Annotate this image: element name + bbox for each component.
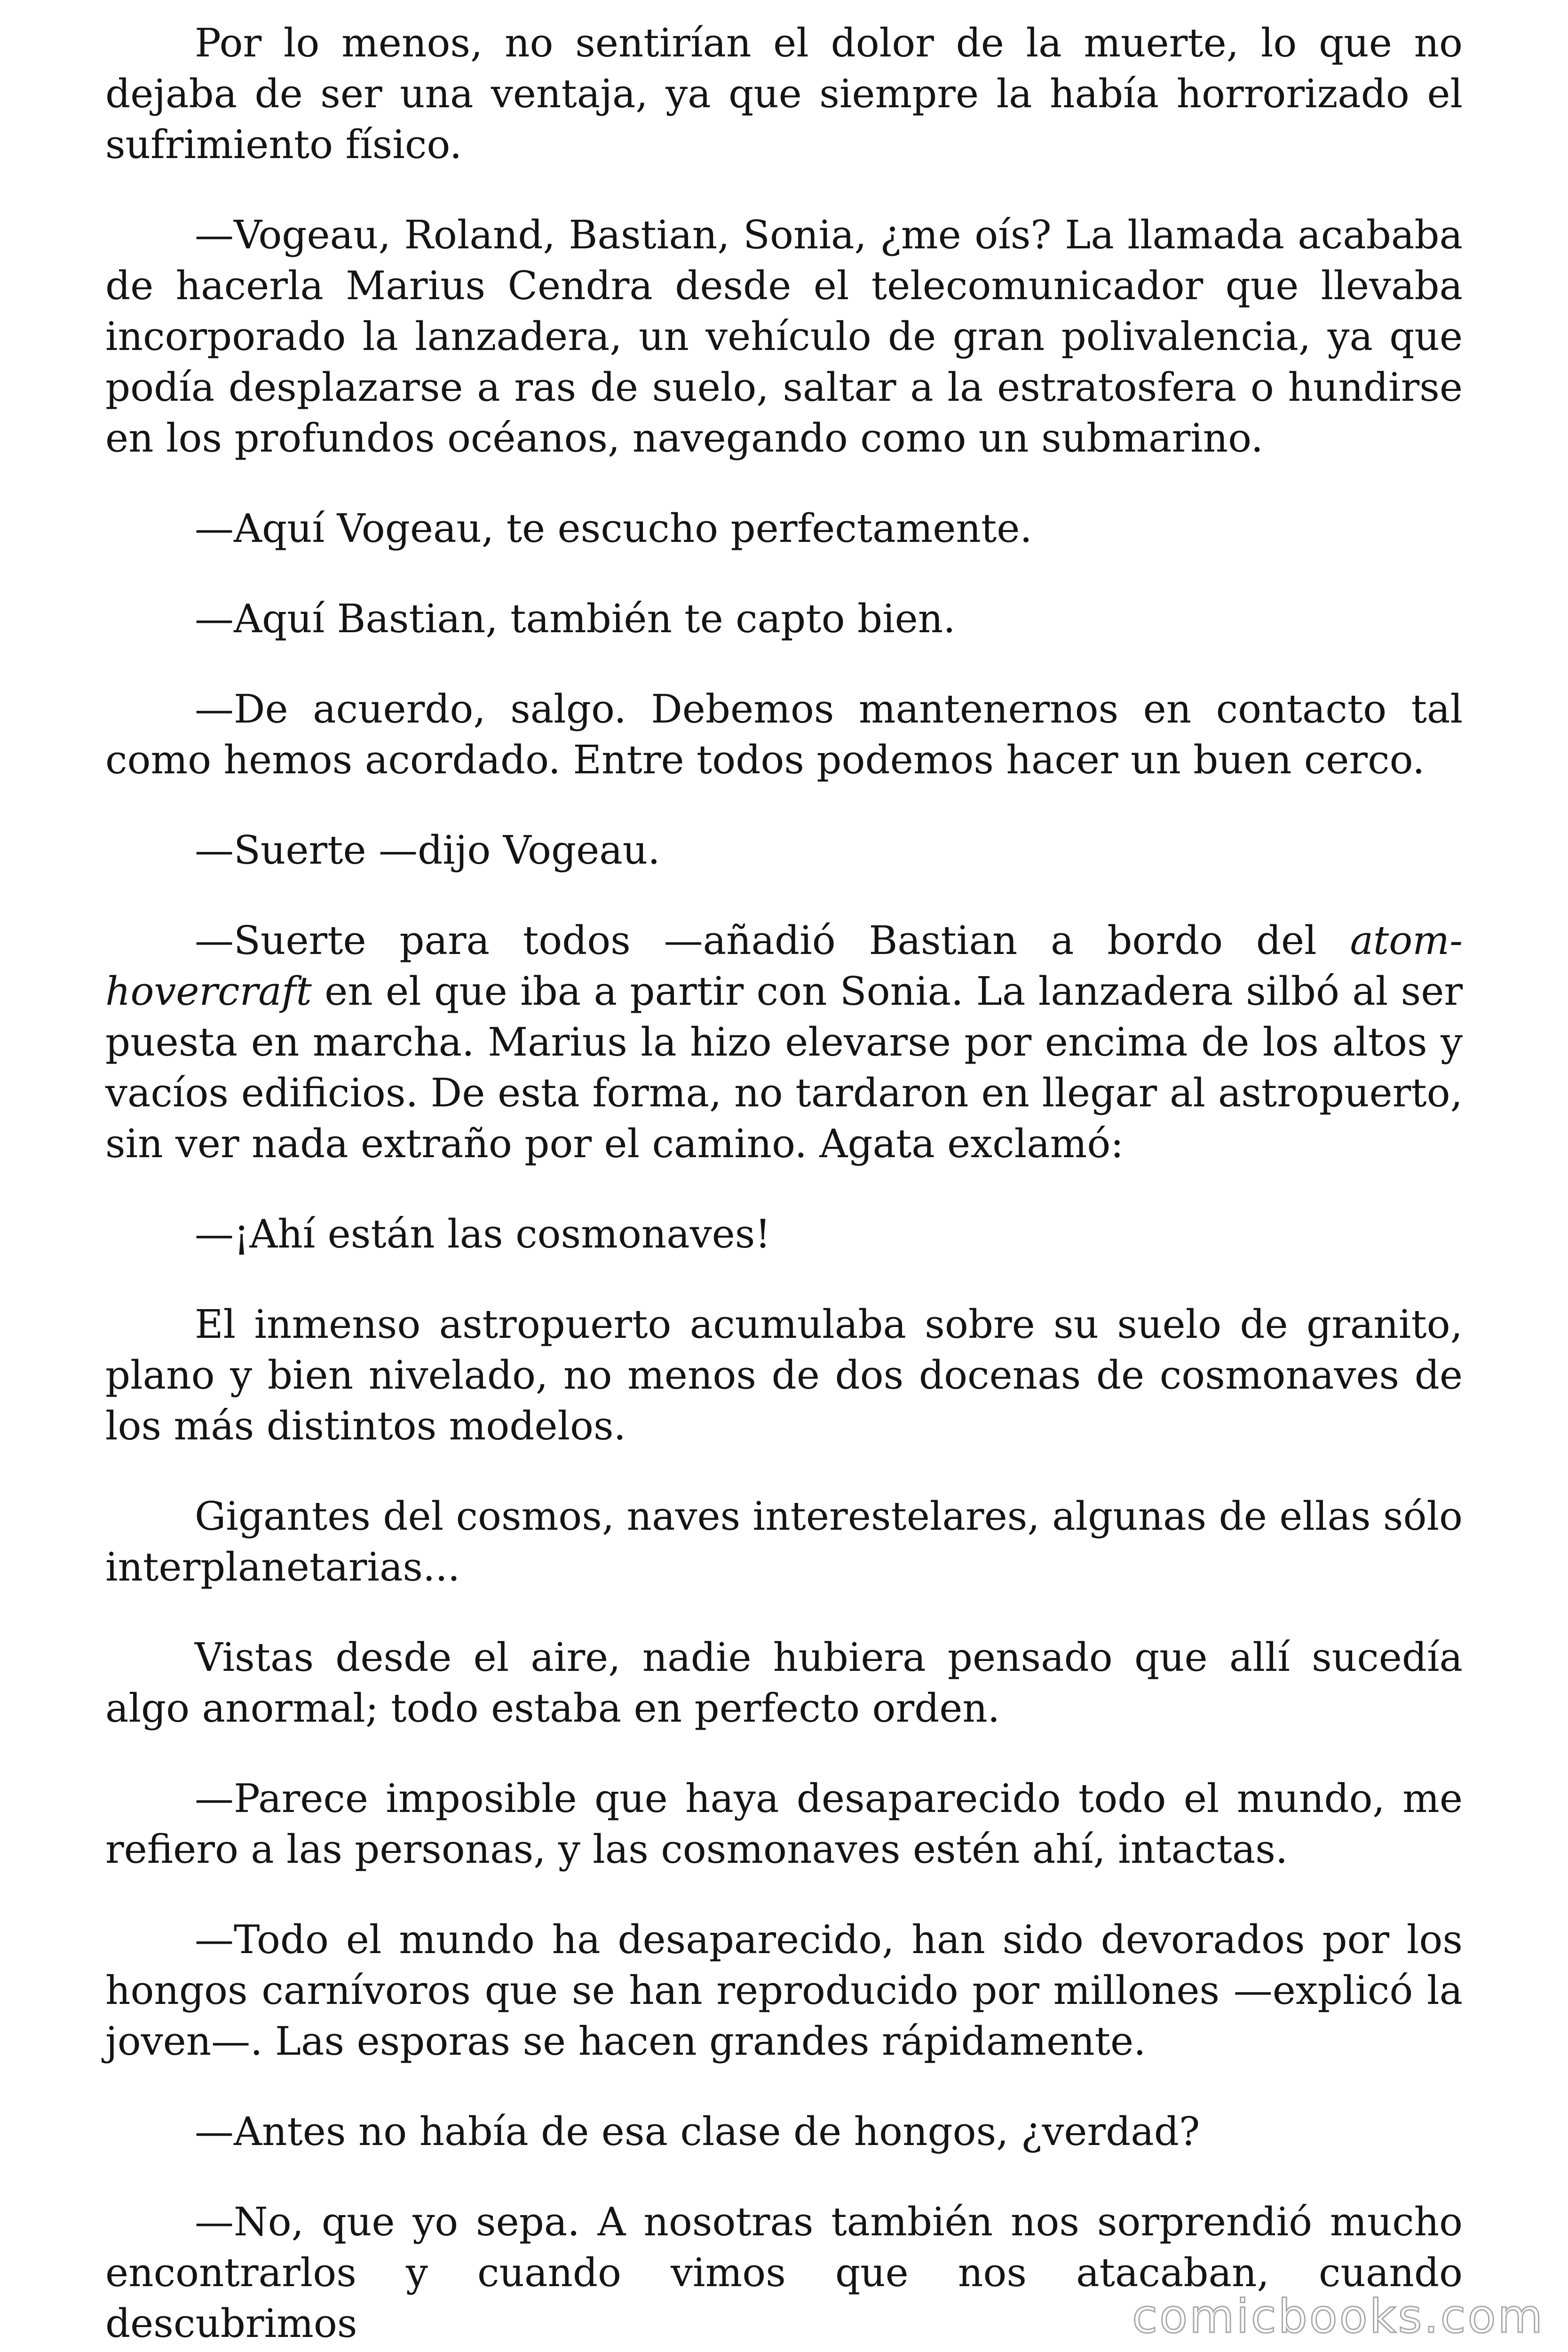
paragraph-6: —Suerte —dijo Vogeau. <box>195 827 660 873</box>
paragraph-2: —Vogeau, Roland, Bastian, Sonia, ¿me oís? La llamada acababa de hacerla Marius Cendra desde el telecomunicador que llevaba incorporado la lanzadera, un vehículo de gran polivalencia, ya que podía desplazarse a ras de suelo, saltar a la estratosfera o hundirse en los profundos océanos, navegando como un submarino. <box>105 212 1463 461</box>
paragraph-15: —No, que yo sepa. A nosotras también nos sorprendió mucho encontrarlos y cuando vimos que nos atacaban, cuando descubrimos <box>105 2199 1463 2346</box>
paragraph-3: —Aquí Vogeau, te escucho perfectamente. <box>195 506 1032 551</box>
paragraph-7 <box>105 915 1463 1169</box>
paragraph-11: Vistas desde el aire, nadie hubiera pensado que allí sucedía algo anormal; todo estaba en perfecto orden. <box>105 1635 1463 1731</box>
paragraph-14: —Antes no había de esa clase de hongos, ¿verdad? <box>195 2109 1200 2154</box>
paragraph-8: —¡Ahí están las cosmonaves! <box>195 1211 771 1257</box>
italic-term: atom-hovercraft <box>105 918 1463 1014</box>
paragraph-12: —Parece imposible que haya desaparecido todo el mundo, me refiero a las personas, y las cosmonaves estén ahí, intactas. <box>105 1776 1463 1872</box>
paragraph-9: El inmenso astropuerto acumulaba sobre su suelo de granito, plano y bien nivelado, no menos de dos docenas de cosmonaves de los más distintos modelos. <box>105 1302 1463 1449</box>
paragraph-5: —De acuerdo, salgo. Debemos mantenernos en contacto tal como hemos acordado. Entre todos podemos hacer un buen cerco. <box>105 686 1463 783</box>
paragraph-1: Por lo menos, no sentirían el dolor de la muerte, lo que no dejaba de ser una ventaja, ya que siempre la había horrorizado el sufrimiento físico. <box>105 20 1463 167</box>
paragraph-10: Gigantes del cosmos, naves interestelares, algunas de ellas sólo interplanetarias... <box>105 1494 1463 1590</box>
paragraph-7-end: en el que iba a partir con Sonia. La lanzadera silbó al ser puesta en marcha. Marius la hizo elevarse por encima de los altos y vacíos edificios. De esta forma, no tardaron en llegar al astropuerto, sin ver nada extraño por el camino. Agata exclamó: <box>105 969 1463 1167</box>
paragraph-13: —Todo el mundo ha desaparecido, han sido devorados por los hongos carnívoros que se han reproducido por millones —explicó la joven—. Las esporas se hacen grandes rápidamente. <box>105 1917 1463 2064</box>
paragraph-7-start: —Suerte para todos —añadió Bastian a bordo del <box>195 918 1350 963</box>
watermark: comicbooks.com <box>1132 2290 1544 2344</box>
paragraph-4: —Aquí Bastian, también te capto bien. <box>195 596 956 642</box>
